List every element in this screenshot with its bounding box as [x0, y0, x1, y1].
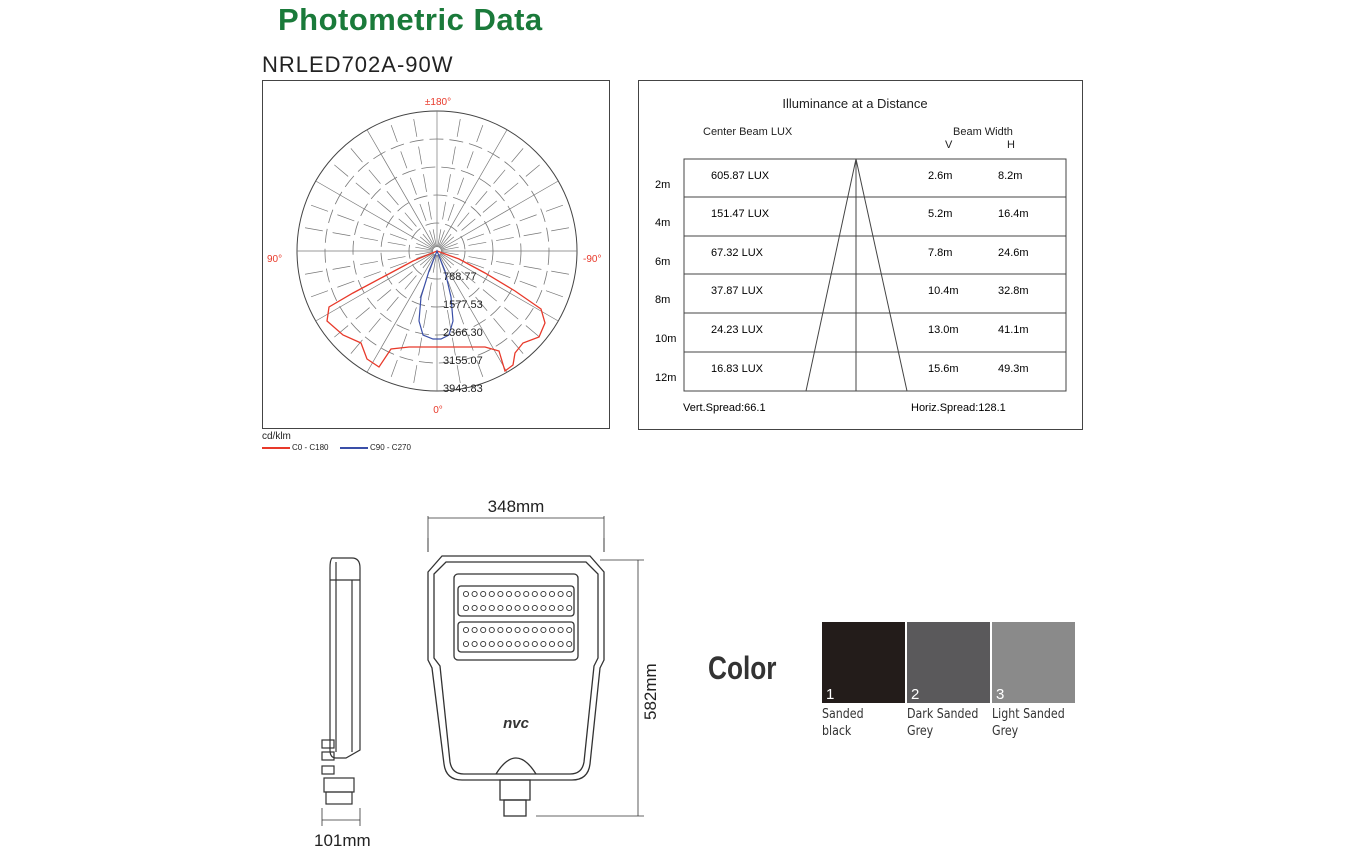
polar-spoke [440, 144, 527, 248]
polar-diagram-frame [262, 80, 610, 429]
legend-label: C90 - C270 [370, 443, 411, 452]
led-dot [515, 627, 520, 632]
led-dot [506, 641, 511, 646]
led-dot [567, 641, 572, 646]
led-dot [515, 641, 520, 646]
legend-c90-c270 [340, 443, 411, 452]
polar-spoke [305, 252, 433, 299]
led-dot [541, 605, 546, 610]
swatch-number: 3 [996, 686, 1005, 703]
angle-top-label: ±180° [424, 97, 452, 108]
led-dot [506, 627, 511, 632]
side-view [322, 558, 360, 826]
swatch-number: 1 [826, 686, 835, 703]
table-row [655, 363, 1029, 384]
led-dot [472, 605, 477, 610]
led-dot [549, 627, 554, 632]
table-frame [684, 159, 1066, 391]
led-dot [541, 591, 546, 596]
color-swatch-light-sanded-grey [992, 622, 1075, 703]
table-row [655, 170, 1022, 191]
legend-label: C0 - C180 [292, 443, 329, 452]
angle-bottom-label: 0° [433, 405, 443, 416]
ring-value-3: 2366.30 [443, 327, 483, 339]
horiz-spread: Horiz.Spread:128.1 [911, 402, 1006, 414]
led-dot [524, 641, 529, 646]
height-dimension: 582mm [641, 663, 660, 720]
row-distance: 4m [655, 217, 671, 229]
table-row [655, 285, 1029, 306]
swatch-label-line2: Grey [907, 724, 934, 739]
led-dot [506, 591, 511, 596]
swatch-label-1 [822, 706, 864, 740]
row-lux: 37.87 LUX [711, 285, 763, 297]
row-distance: 6m [655, 256, 671, 268]
led-dot [472, 641, 477, 646]
illuminance-panel [638, 80, 1083, 430]
led-dot [532, 605, 537, 610]
led-dot [472, 591, 477, 596]
ring-value-5: 3943.83 [443, 383, 483, 395]
swatch-label-line1: Light Sanded [992, 707, 1065, 722]
width-dimension: 348mm [487, 497, 545, 516]
row-h: 32.8m [998, 285, 1029, 297]
led-dot [472, 627, 477, 632]
swatch-label-line1: Dark Sanded [907, 707, 979, 722]
beam-left-edge [806, 159, 856, 391]
led-dot [549, 591, 554, 596]
polar-spoke [413, 113, 437, 247]
polar-spoke [438, 113, 462, 247]
ring-value-1: 788.77 [443, 271, 477, 283]
led-dot [489, 605, 494, 610]
model-name: NRLED702A-90W [262, 52, 454, 77]
front-view [428, 516, 644, 816]
polar-spoke [413, 255, 437, 389]
led-dot [567, 591, 572, 596]
led-dot [463, 641, 468, 646]
color-swatch-sanded-black [822, 622, 905, 703]
brand-logo: nvc [503, 715, 529, 732]
legend-c0-c180 [262, 443, 328, 452]
led-dot [489, 591, 494, 596]
vert-spread: Vert.Spread:66.1 [683, 402, 766, 414]
table-row [655, 324, 1029, 345]
led-dot [549, 641, 554, 646]
col-center-beam: Center Beam LUX [703, 126, 793, 138]
ring-value-2: 1577.53 [443, 299, 483, 311]
row-v: 13.0m [928, 324, 959, 336]
led-array [463, 591, 571, 646]
led-dot [481, 627, 486, 632]
row-h: 49.3m [998, 363, 1029, 375]
led-dot [541, 641, 546, 646]
swatch-fill [822, 622, 905, 703]
led-dot [481, 641, 486, 646]
led-dot [481, 605, 486, 610]
row-h: 41.1m [998, 324, 1029, 336]
swatch-label-2 [907, 706, 978, 740]
led-dot [489, 627, 494, 632]
led-dot [558, 605, 563, 610]
row-v: 5.2m [928, 208, 953, 220]
col-v: V [945, 139, 953, 151]
polar-spoke [299, 227, 433, 251]
row-v: 2.6m [928, 170, 953, 182]
led-dot [481, 591, 486, 596]
led-dot [506, 605, 511, 610]
led-dot [532, 641, 537, 646]
angle-left-label: 90° [267, 254, 283, 265]
polar-spoke [347, 144, 434, 248]
led-dot [558, 591, 563, 596]
led-dot [463, 605, 468, 610]
led-dot [463, 627, 468, 632]
led-dot [567, 627, 572, 632]
led-dot [524, 627, 529, 632]
row-lux: 67.32 LUX [711, 247, 763, 259]
row-lux: 16.83 LUX [711, 363, 763, 375]
dimension-drawing [300, 490, 680, 850]
row-distance: 2m [655, 179, 671, 191]
row-h: 8.2m [998, 170, 1023, 182]
angle-right-label: -90° [583, 254, 602, 265]
led-dot [463, 591, 468, 596]
curve-c0-c180 [327, 251, 545, 371]
col-beam-width: Beam Width [953, 126, 1013, 138]
led-dot [558, 641, 563, 646]
polar-spoke [305, 203, 433, 250]
led-dot [489, 641, 494, 646]
polar-spoke [441, 227, 575, 251]
polar-diagram [263, 81, 609, 428]
led-dot [524, 605, 529, 610]
led-dot [515, 591, 520, 596]
row-v: 15.6m [928, 363, 959, 375]
legend-line-red [262, 447, 290, 449]
row-v: 7.8m [928, 247, 953, 259]
row-lux: 151.47 LUX [711, 208, 770, 220]
beam-right-edge [856, 159, 907, 391]
led-dot [558, 627, 563, 632]
polar-unit-label: cd/klm [262, 431, 291, 442]
row-v: 10.4m [928, 285, 959, 297]
page-title: Photometric Data [278, 2, 543, 37]
row-distance: 12m [655, 372, 677, 384]
swatch-label-line2: black [822, 724, 852, 739]
row-lux: 24.23 LUX [711, 324, 763, 336]
polar-spoke [441, 203, 569, 250]
row-distance: 10m [655, 333, 677, 345]
polar-spoke [299, 252, 433, 276]
col-h: H [1007, 139, 1015, 151]
led-dot [498, 605, 503, 610]
polar-spoke [440, 161, 544, 248]
legend-line-blue [340, 447, 368, 449]
led-dot [567, 605, 572, 610]
led-dot [498, 641, 503, 646]
ring-value-4: 3155.07 [443, 355, 483, 367]
led-dot [532, 591, 537, 596]
polar-spoke [389, 119, 436, 247]
row-h: 24.6m [998, 247, 1029, 259]
led-dot [549, 605, 554, 610]
polar-spoke [438, 119, 485, 247]
row-h: 16.4m [998, 208, 1029, 220]
swatch-label-3 [992, 706, 1065, 740]
led-dot [498, 591, 503, 596]
color-heading: Color [708, 650, 777, 686]
led-dot [541, 627, 546, 632]
depth-dimension: 101mm [314, 831, 371, 850]
color-swatch-dark-sanded-grey [907, 622, 990, 703]
illuminance-table [639, 81, 1082, 429]
led-dot [532, 627, 537, 632]
swatch-label-line2: Grey [992, 724, 1019, 739]
row-distance: 8m [655, 294, 671, 306]
swatch-label-line1: Sanded [822, 707, 864, 722]
led-dot [498, 627, 503, 632]
swatch-number: 2 [911, 686, 920, 703]
swatch-fill [992, 622, 1075, 703]
illuminance-title: Illuminance at a Distance [782, 96, 928, 111]
polar-spoke [330, 161, 434, 248]
row-lux: 605.87 LUX [711, 170, 770, 182]
led-dot [515, 605, 520, 610]
swatch-fill [907, 622, 990, 703]
table-row [655, 247, 1029, 268]
led-dot [524, 591, 529, 596]
